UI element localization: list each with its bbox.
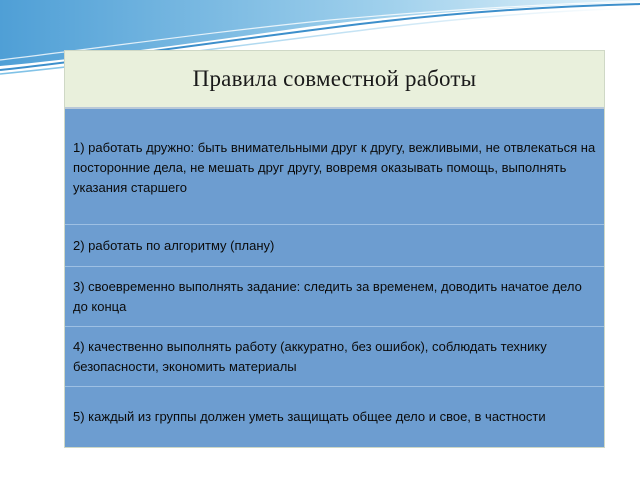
- rule-row: [65, 387, 604, 447]
- page-title: Правила совместной работы: [192, 66, 477, 91]
- table-header: [65, 51, 604, 109]
- rule-text: 3) своевременно выполнять задание: следить за временем, доводить начатое дело до конца: [73, 278, 582, 314]
- rule-row: [65, 267, 604, 327]
- rule-text: 1) работать дружно: быть внимательными друг к другу, вежливыми, не отвлекаться на посторонние дела, не мешать друг другу, вовремя оказывать помощь, выполнять указания старшего: [73, 140, 596, 195]
- rule-text: 2) работать по алгоритму (плану): [73, 237, 275, 253]
- rule-row: [65, 225, 604, 267]
- rules-table: [64, 50, 605, 448]
- rule-row: [65, 109, 604, 225]
- rule-text: 4) качественно выполнять работу (аккуратно, без ошибок), соблюдать технику безопасности, экономить материалы: [73, 338, 547, 374]
- rule-text: 5) каждый из группы должен уметь защищать общее дело и свое, в частности: [73, 409, 546, 424]
- rule-row: [65, 327, 604, 387]
